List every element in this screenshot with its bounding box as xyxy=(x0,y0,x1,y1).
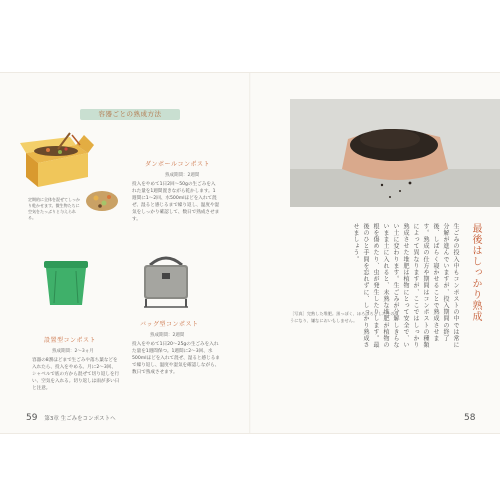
bag-illustration xyxy=(136,253,196,311)
bag-text: 投入をやめて1日20〜25gの生ごみを入れた量を1週間保つ。1週間に2〜3回、水500mlほどを入れて混ぜ、湿ると感じるまで繰り返し、温度や湿気を確認しながら、数日で熟成させます。 xyxy=(132,342,220,375)
soil-photo xyxy=(290,99,500,207)
bin-text: 容器の8割ほどまで生ごみや落ち葉などを入れたら、投入をやめる。月に2〜3回、シャベルで底の方から混ぜて切り返しを行い、空気を入れる。切り返しは雨が多い日と注意。 xyxy=(32,358,120,391)
left-folio xyxy=(26,413,116,423)
right-page-number: 58 xyxy=(464,413,476,423)
left-page-number: 59 xyxy=(26,413,38,423)
right-page xyxy=(250,73,500,433)
bin-title: 設置型コンポスト xyxy=(44,337,97,344)
bin-period: 熟成期間：2〜3ヵ月 xyxy=(52,349,94,354)
cardboard-period: 熟成期間：2週間 xyxy=(165,173,200,178)
section-title: 容器ごとの熟成方法 xyxy=(80,109,180,120)
right-paragraph: 生ごみの投入中もコンポストの中では常に分解が進んでいますが、投入期間の終了後、しばらく寝かせることで熟成させます。熟成の仕方や期間はコンポストの種類によって異なりますが、ここではしっかり熟成させた堆肥は植物にとって安全で、いい土に変わります。生ごみが分解しきらないまま土に入れると、未熟な堆肥が植物の根を傷めたり、虫が発生したりします。最後のひと手間を忘れずに、しっかり熟成させましょう。 xyxy=(352,223,459,349)
cardboard-text: 投入をやめて1日2回〜50gの生ごみを入れた量を1週間置きながら乾かします。1週間に1〜2回、水500mlほどを入れて混ぜ、湿ると感じるまで繰り返し、温度や湿気をしっかり確認して、数日で熟成させます。 xyxy=(132,182,220,221)
photo-note: ［写真］完熟した堆肥。黒っぽく、ほろほろとした土のようになり、嫌なにおいもしません。 xyxy=(290,311,399,323)
cardboard-title: ダンボールコンポスト xyxy=(145,161,210,168)
bag-period: 熟成期間：2週間 xyxy=(150,333,185,338)
bag-title: バッグ型コンポスト xyxy=(140,321,199,328)
book-spread xyxy=(0,72,500,434)
bin-illustration xyxy=(40,259,92,307)
compost-pile-illustration xyxy=(82,181,122,215)
illustration-note: 定期的に全体を混ぜてしっかり乾かせます。微生物たちに空気をたっぷりと与えられる。 xyxy=(28,197,80,220)
left-running-head: 第3章 生ごみをコンポストへ xyxy=(44,416,116,422)
left-page xyxy=(0,73,250,433)
right-heading: 最後はしっかり熟成 xyxy=(470,223,481,322)
